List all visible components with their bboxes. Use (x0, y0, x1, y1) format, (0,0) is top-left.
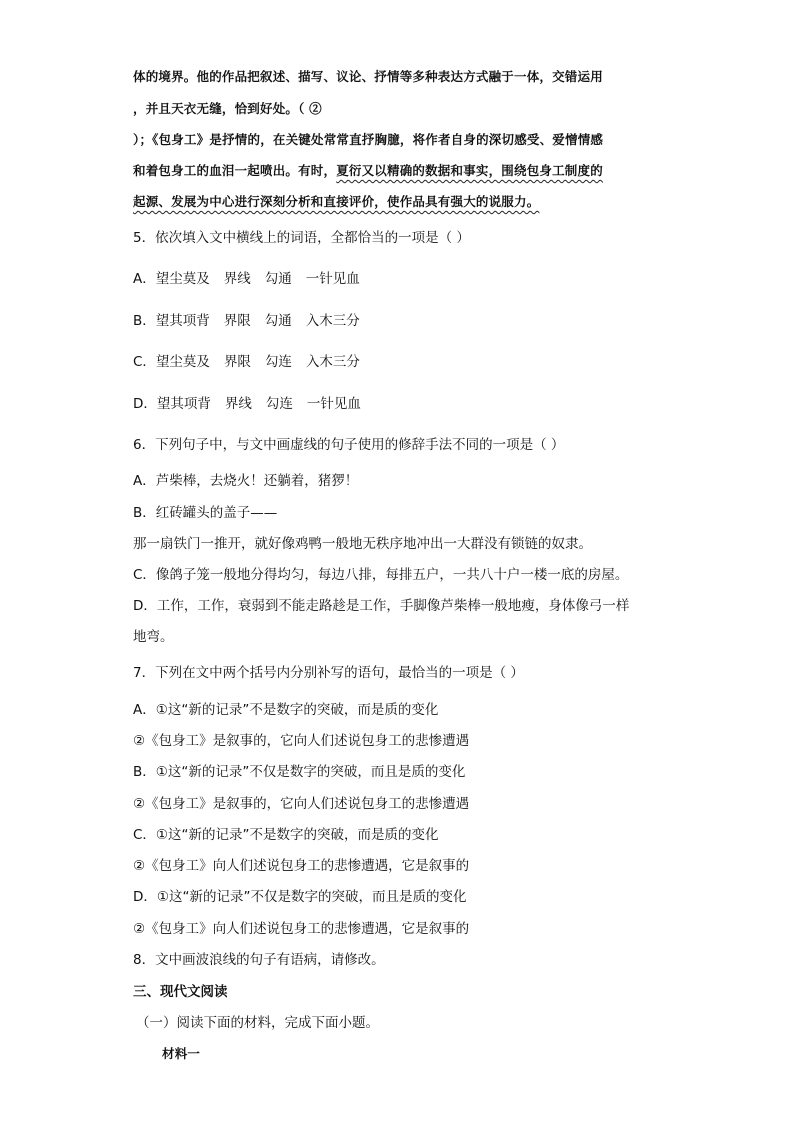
passage-line-3: ）；《包身工》是抒情的，在关键处常常直抒胸臆，将作者自身的深切感受、爱憎情感 (133, 132, 604, 147)
q5-stem: 5．依次填入文中横线上的词语，全都恰当的一项是（ ） (133, 230, 470, 246)
q5-option-label: C． (133, 354, 156, 370)
passage-line-2: ，并且天衣无缝，恰到好处。（ ② (133, 101, 322, 116)
q5-option-word: 望尘莫及 (155, 271, 210, 287)
q5-option-word: 勾连 (265, 396, 293, 412)
section-heading: 三、现代文阅读 (133, 984, 228, 1000)
q5-option-word: 勾通 (264, 313, 292, 329)
q5-option-word: 入木三分 (305, 354, 360, 370)
q7-option-a-line-2: ②《包身工》是叙事的，它向人们述说包身工的悲惨遭遇 (133, 733, 470, 749)
q5-option-word: 界线 (223, 271, 251, 287)
q5-option-word: 界限 (223, 313, 251, 329)
q6-option-d-line-2: 地弯。 (133, 629, 174, 645)
wavy-underlined-sentence-part-1: 夏衍又以精确的数据和事实，围绕包身工制度的 (336, 163, 603, 178)
q6-option-b-line-1: B．红砖罐头的盖子—— (133, 505, 278, 521)
q5-option-d (133, 395, 361, 413)
q6-option-b-line-2: 那一扇铁门一推开，就好像鸡鸭一般地无秩序地冲出一大群没有锁链的奴隶。 (133, 536, 592, 552)
q6-option-a: A．芦柴棒，去烧火！还躺着，猪猡！ (133, 473, 359, 489)
q7-option-d-line-1: D．①这“新的记录”不仅是数字的突破，而且是质的变化 (133, 889, 467, 905)
q6-option-c: C．像鸽子笼一般地分得均匀，每边八排，每排五户，一共八十户一楼一底的房屋。 (133, 567, 629, 583)
q5-option-word: 一针见血 (305, 271, 360, 287)
passage-line-5 (133, 193, 539, 211)
q5-option-word: 一针见血 (306, 396, 361, 412)
q5-option-word: 勾连 (264, 354, 292, 370)
q5-option-c (133, 353, 360, 371)
passage-line-4 (133, 162, 603, 180)
q6-stem: 6．下列句子中，与文中画虚线的句子使用的修辞手法不同的一项是（ ） (133, 437, 565, 453)
q5-option-label: A． (133, 271, 156, 287)
q5-option-word: 望其项背 (155, 313, 210, 329)
q5-option-word: 望其项背 (156, 396, 211, 412)
q7-option-c-line-1: C．①这“新的记录”不是数字的突破，而是质的变化 (133, 827, 439, 843)
passage-line-1: 体的境界。他的作品把叙述、描写、议论、抒情等多种表达方式融于一体，交错运用 (133, 69, 603, 84)
q7-stem: 7．下列在文中两个括号内分别补写的语句，最恰当的一项是（ ） (133, 665, 524, 681)
q7-option-c-line-2: ②《包身工》向人们述说包身工的悲惨遭遇，它是叙事的 (133, 858, 470, 874)
q7-option-d-line-2: ②《包身工》向人们述说包身工的悲惨遭遇，它是叙事的 (133, 921, 470, 937)
wavy-underlined-sentence-part-2: 起源、发展为中心进行深刻分析和直接评价，使作品具有强大的说服力。 (133, 194, 540, 209)
q5-option-b (133, 312, 360, 330)
q5-option-word: 界限 (223, 354, 251, 370)
q7-option-a-line-1: A．①这“新的记录”不是数字的突破，而是质的变化 (133, 702, 439, 718)
q5-option-word: 入木三分 (305, 313, 360, 329)
material-label: 材料一 (162, 1046, 201, 1061)
q5-option-word: 勾通 (264, 271, 292, 287)
q5-option-word: 望尘莫及 (155, 354, 210, 370)
q5-option-label: D． (133, 396, 157, 412)
q7-option-b-line-2: ②《包身工》是叙事的，它向人们述说包身工的悲惨遭遇 (133, 796, 470, 812)
q6-option-d-line-1: D．工作，工作，衰弱到不能走路趁是工作，手脚像芦柴棒一般地瘦，身体像弓一样 (133, 598, 630, 614)
q7-option-b-line-1: B．①这“新的记录”不仅是数字的突破，而且是质的变化 (133, 764, 466, 780)
q8-stem: 8．文中画波浪线的句子有语病，请修改。 (133, 952, 385, 968)
q5-option-word: 界线 (224, 396, 252, 412)
passage-line-4-plain: 和着包身工的血泪一起喷出。有时， (133, 163, 337, 178)
section-instruction: （一）阅读下面的材料，完成下面小题。 (136, 1015, 379, 1031)
q5-option-a (133, 270, 360, 288)
q5-option-label: B． (133, 313, 156, 329)
